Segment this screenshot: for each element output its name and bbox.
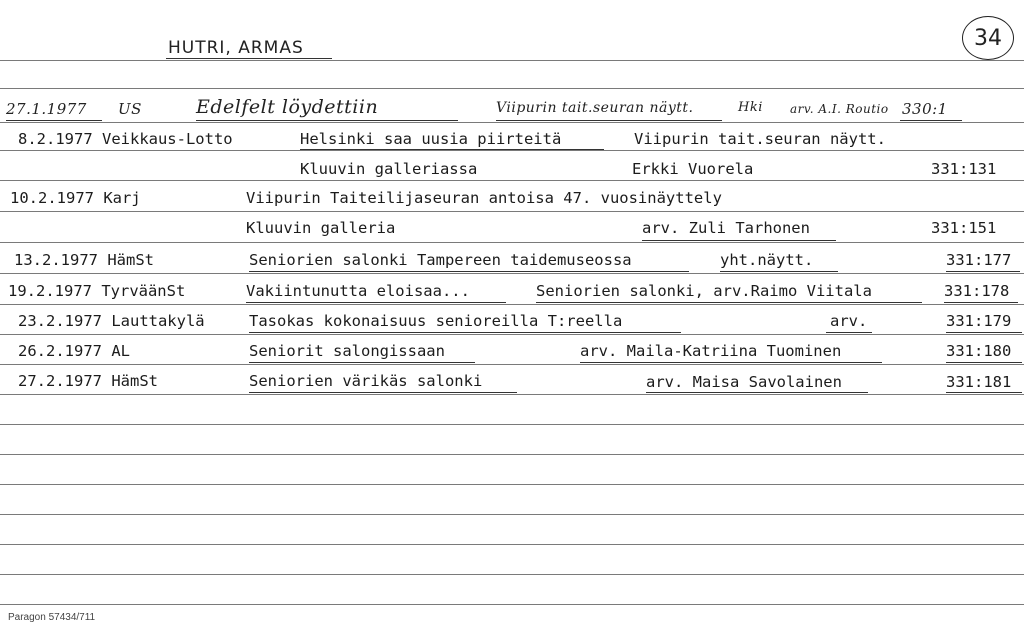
- entry-note: arv. Maisa Savolainen: [646, 373, 842, 391]
- rule-line: [0, 454, 1024, 455]
- entry-date-source: 8.2.1977 Veikkaus-Lotto: [18, 130, 233, 148]
- title-underline: [300, 149, 604, 150]
- entry-ref: 331:131: [931, 160, 997, 178]
- rule-line: [0, 242, 1024, 243]
- rule-line: [0, 364, 1024, 365]
- rule-line: [0, 150, 1024, 151]
- entry-date-source: 10.2.1977 Karj: [10, 189, 141, 207]
- rule-line: [0, 88, 1024, 89]
- rule-line: [0, 60, 1024, 61]
- rule-line: [0, 424, 1024, 425]
- ref-underline: [946, 271, 1020, 272]
- entry-note-cont: arv. Zuli Tarhonen: [642, 219, 810, 237]
- entry-ref: 331:151: [931, 219, 997, 237]
- entry-ref: 331:181: [946, 373, 1012, 391]
- rule-line: [0, 394, 1024, 395]
- entry-title-cont: Kluuvin galleriassa: [300, 160, 478, 178]
- entry-date-source: 19.2.1977 TyrväänSt: [8, 282, 186, 300]
- rule-line: [0, 273, 1024, 274]
- entry-ref: 331:180: [946, 342, 1012, 360]
- rule-line: [0, 604, 1024, 605]
- ref-underline: [946, 392, 1022, 393]
- entry-date-source: 27.2.1977 HämSt: [18, 372, 158, 390]
- rule-line: [0, 122, 1024, 123]
- handwritten-date: 27.1.1977: [6, 100, 87, 118]
- handwritten-ref: 330:1: [902, 100, 948, 118]
- entry-note-cont: Erkki Vuorela: [632, 160, 754, 178]
- entry-date-source: 13.2.1977 HämSt: [14, 251, 154, 269]
- rule-line: [0, 304, 1024, 305]
- ref-underline: [946, 332, 1022, 333]
- rule-line: [0, 544, 1024, 545]
- entry-title: Seniorien värikäs salonki: [249, 372, 483, 390]
- handwritten-reviewer: arv. A.I. Routio: [790, 102, 889, 116]
- entry-note: yht.näytt.: [720, 251, 814, 269]
- note-underline: [720, 271, 838, 272]
- handwritten-underline: [196, 120, 458, 121]
- entry-date-source: 23.2.1977 Lauttakylä: [18, 312, 205, 330]
- card-number: 34: [962, 16, 1014, 60]
- entry-note: arv. Maila-Katriina Tuominen: [580, 342, 842, 360]
- entry-title-cont: Kluuvin galleria: [246, 219, 396, 237]
- ref-underline: [944, 302, 1018, 303]
- rule-line: [0, 484, 1024, 485]
- handwritten-underline: [6, 120, 102, 121]
- entry-ref: 331:179: [946, 312, 1012, 330]
- note-underline: [646, 392, 868, 393]
- entry-ref: 331:177: [946, 251, 1012, 269]
- entry-title: Seniorit salongissaan: [249, 342, 445, 360]
- handwritten-place: Hki: [738, 100, 763, 115]
- entry-note: Viipurin tait.seuran näytt.: [634, 130, 886, 148]
- entry-note: Seniorien salonki, arv.Raimo Viitala: [536, 282, 872, 300]
- note-underline: [826, 332, 872, 333]
- handwritten-source: US: [118, 100, 142, 118]
- handwritten-underline: [900, 120, 962, 121]
- title-underline: [246, 302, 506, 303]
- name-underline: [166, 58, 332, 59]
- entry-title: Seniorien salonki Tampereen taidemuseossa: [249, 251, 632, 269]
- handwritten-exhibition: Viipurin tait.seuran näytt.: [496, 100, 694, 116]
- handwritten-title: Edelfelt löydettiin: [196, 96, 379, 118]
- rule-line: [0, 574, 1024, 575]
- note-underline: [642, 240, 836, 241]
- rule-line: [0, 211, 1024, 212]
- entry-date-source: 26.2.1977 AL: [18, 342, 130, 360]
- rule-line: [0, 514, 1024, 515]
- ref-underline: [946, 362, 1022, 363]
- rule-line: [0, 334, 1024, 335]
- entry-title: Vakiintunutta eloisaa...: [246, 282, 470, 300]
- note-underline: [536, 302, 922, 303]
- title-underline: [249, 271, 689, 272]
- card-name: HUTRI, ARMAS: [168, 38, 304, 58]
- title-underline: [249, 332, 681, 333]
- card-footer: Paragon 57434/711: [8, 612, 96, 623]
- entry-title: Tasokas kokonaisuus senioreilla T:reella: [249, 312, 623, 330]
- entry-title: Viipurin Taiteilijaseuran antoisa 47. vuosinäyttely: [246, 189, 722, 207]
- note-underline: [580, 362, 882, 363]
- entry-ref: 331:178: [944, 282, 1010, 300]
- title-underline: [249, 392, 517, 393]
- rule-line: [0, 180, 1024, 181]
- entry-note: arv.: [830, 312, 868, 330]
- handwritten-underline: [496, 120, 722, 121]
- entry-title: Helsinki saa uusia piirteitä: [300, 130, 562, 148]
- title-underline: [249, 362, 475, 363]
